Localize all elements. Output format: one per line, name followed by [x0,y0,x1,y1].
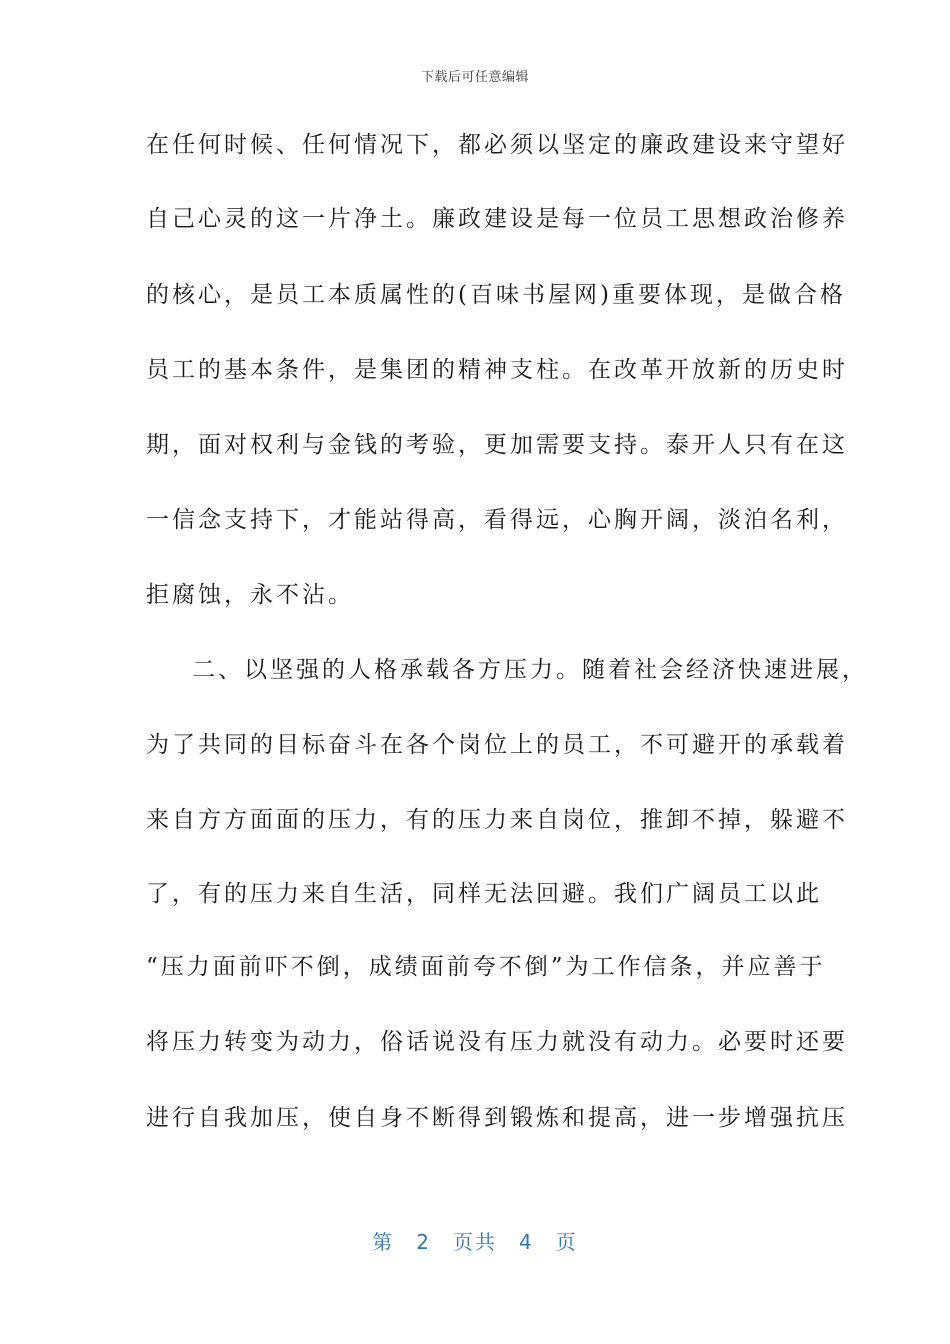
header-note: 下载后可任意编辑 [420,70,529,85]
paragraph-start-line: 二、以坚强的人格承载各方压力。随着社会经济快速进展， [192,657,868,683]
text-line: 了，有的压力来自生活，同样无法回避。我们广阔员工以此 [146,881,822,907]
text-line: 进行自我加压，使自身不断得到锻炼和提高，进一步增强抗压 [146,1105,848,1131]
text-line: 一信念支持下，才能站得高，看得远，心胸开阔，淡泊名利， [146,507,848,533]
page-current: 2 [416,1230,431,1254]
text-line: 在任何时候、任何情况下，都必须以坚定的廉政建设来守望好 [146,132,848,158]
text-line: 自己心灵的这一片净土。廉政建设是每一位员工思想政治修养 [146,206,848,232]
text-line: 期，面对权利与金钱的考验，更加需要支持。泰开人只有在这 [146,432,848,458]
text-line: 员工的基本条件，是集团的精神支柱。在改革开放新的历史时 [146,357,848,383]
page-footer [0,1226,950,1255]
text-line: 为了共同的目标奋斗在各个岗位上的员工，不可避开的承载着 [146,732,848,758]
page-total: 4 [519,1230,534,1254]
page-middle: 页共 [453,1230,497,1254]
text-line: 来自方方面面的压力，有的压力来自岗位，推卸不掉，躲避不 [146,807,848,833]
text-line: 的核心，是员工本质属性的(百味书屋网)重要体现，是做合格 [146,282,846,308]
text-line: 将压力转变为动力，俗话说没有压力就没有动力。必要时还要 [146,1029,848,1055]
page-prefix: 第 [372,1230,395,1254]
page-suffix: 页 [555,1230,578,1254]
text-line: “压力面前吓不倒，成绩面前夸不倒”为工作信条，并应善于 [146,954,826,980]
text-line: 拒腐蚀，永不沾。 [146,582,354,608]
